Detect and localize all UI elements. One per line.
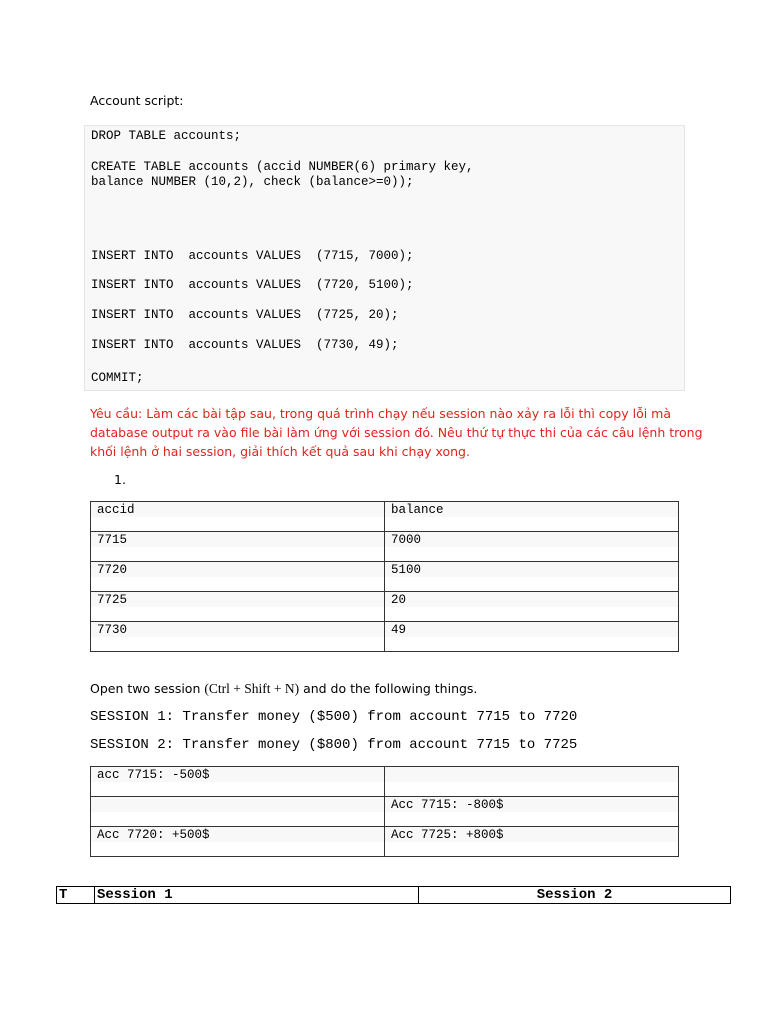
table-cell: 20 [385,592,679,622]
table-cell [385,767,679,797]
table-cell: acc 7715: -500$ [91,767,385,797]
instruction-text-after: and do the following things. [299,681,478,696]
instruction-text-before: Open two session [90,681,205,696]
table-header-cell: balance [385,502,679,532]
table-row [91,767,679,797]
table-row [91,622,679,652]
session-operations-table [90,766,679,857]
code-line-insert-7720: INSERT INTO accounts VALUES (7720, 5100); [91,278,414,292]
table-cell: Acc 7720: +500$ [91,827,385,857]
table-cell: 7725 [91,592,385,622]
code-line-commit: COMMIT; [91,371,144,385]
table-header-cell: accid [91,502,385,532]
keyboard-shortcut: (Ctrl + Shift + N) [204,681,300,696]
sql-code-block [84,125,685,391]
table-cell [91,797,385,827]
column-header-session-1: Session 1 [95,887,419,904]
code-line-insert-7715: INSERT INTO accounts VALUES (7715, 7000); [91,249,414,263]
table-cell: Acc 7715: -800$ [385,797,679,827]
table-cell: Acc 7725: +800$ [385,827,679,857]
table-cell: 49 [385,622,679,652]
list-number: 1. [114,472,126,487]
requirement-text: Yêu cầu: Làm các bài tập sau, trong quá trình chạy nếu session nào xảy ra lỗi thì copy lỗi mà database output ra vào file bài làm ứng với session đó. Nêu thứ tự thực thi của các câu lệnh trong khối lệnh ở hai session, giải thích kết quả sau khi chạy xong. [90,406,703,459]
table-cell: 5100 [385,562,679,592]
session-header-table [56,886,731,904]
code-line-create-cont: balance NUMBER (10,2), check (balance>=0)); [91,175,414,189]
table-row [91,827,679,857]
code-line-insert-7730: INSERT INTO accounts VALUES (7730, 49); [91,338,399,352]
script-label: Account script: [90,93,184,108]
session-1-description: SESSION 1: Transfer money ($500) from account 7715 to 7720 [90,709,578,725]
column-header-t: T [57,887,95,904]
table-row [91,532,679,562]
code-line-create: CREATE TABLE accounts (accid NUMBER(6) primary key, [91,160,474,174]
table-row [91,592,679,622]
session-2-description: SESSION 2: Transfer money ($800) from account 7715 to 7725 [90,737,578,753]
accounts-table [90,501,679,652]
table-cell: 7720 [91,562,385,592]
code-line-drop: DROP TABLE accounts; [91,129,242,143]
table-row [91,562,679,592]
column-header-session-2: Session 2 [419,887,731,904]
table-row [91,797,679,827]
open-sessions-instruction [90,681,477,697]
table-cell: 7715 [91,532,385,562]
table-cell: 7730 [91,622,385,652]
code-line-insert-7725: INSERT INTO accounts VALUES (7725, 20); [91,308,399,322]
table-row [57,887,731,904]
table-cell: 7000 [385,532,679,562]
table-row [91,502,679,532]
